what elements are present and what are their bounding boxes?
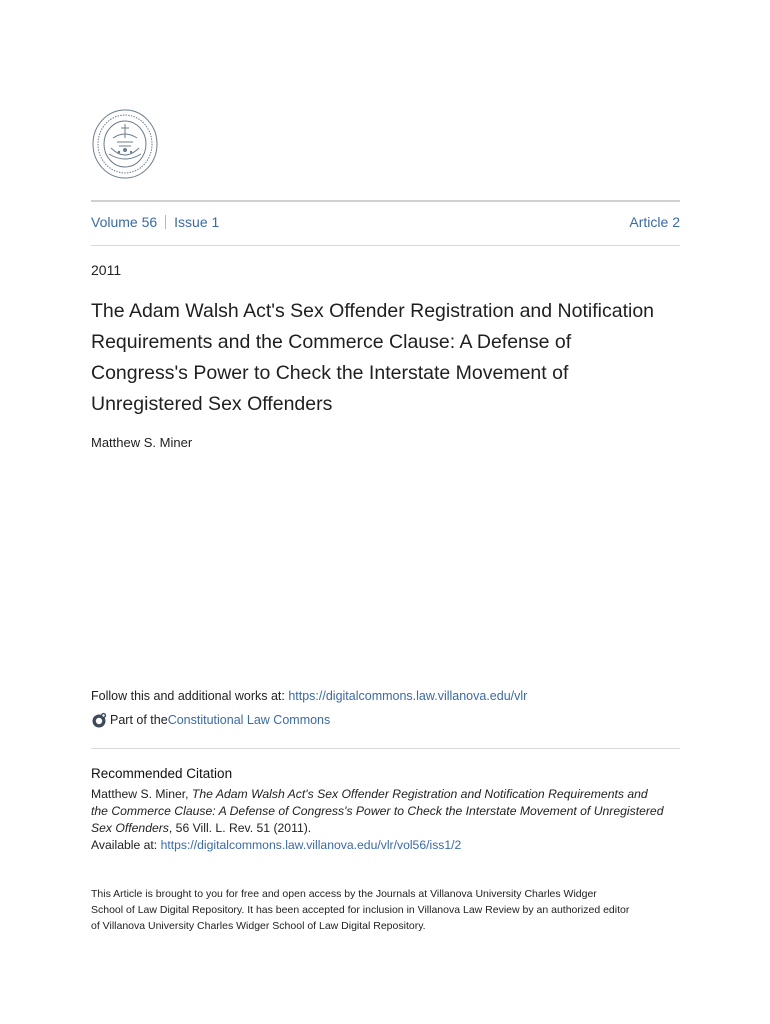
citation-title-part: The Adam Walsh Act's Sex Offender Registration and Notification Requirements and [191,787,648,801]
citation-source: , 56 Vill. L. Rev. 51 (2011). [168,821,312,835]
follow-prefix: Follow this and additional works at: [91,689,289,703]
recommended-citation-heading: Recommended Citation [91,766,233,781]
citation-line [91,786,683,803]
volume-link[interactable]: Volume 56 [91,214,158,230]
notice-line: of Villanova University Charles Widger School of Law Digital Repository. [91,920,426,932]
follow-link[interactable]: https://digitalcommons.law.villanova.edu/vlr [288,689,528,703]
issue-separator [165,215,166,229]
publication-year: 2011 [91,262,122,278]
issue-link[interactable]: Issue 1 [174,214,220,230]
section-divider [91,748,680,749]
notice-line: School of Law Digital Repository. It has been accepted for inclusion in Villanova Law Review by an authorized editor [91,904,630,916]
university-seal-icon [91,108,159,180]
citation-block [91,786,683,854]
citation-line [91,820,683,837]
header-divider-top [91,200,680,202]
network-commons-icon [91,712,107,728]
header-divider-bottom [91,245,680,246]
title-line: Congress's Power to Check the Interstate Movement of [91,362,569,384]
citation-line [91,803,683,820]
available-at-link[interactable]: https://digitalcommons.law.villanova.edu/vlr/vol56/iss1/2 [160,838,462,852]
cover-page [91,0,680,1024]
citation-title-part: the Commerce Clause: A Defense of Congress's Power to Check the Interstate Movement of Unregistered [91,804,664,818]
article-title [91,296,680,420]
part-of-line [91,712,330,728]
title-line: Requirements and the Commerce Clause: A Defense of [91,331,572,353]
part-of-prefix: Part of the [110,713,168,727]
issue-row [91,214,680,234]
title-line: The Adam Walsh Act's Sex Offender Registration and Notification [91,300,655,322]
citation-available-line [91,837,683,854]
citation-author: Matthew S. Miner, [91,787,192,801]
follow-line [91,689,527,703]
available-prefix: Available at: [91,838,161,852]
author-name: Matthew S. Miner [91,435,193,450]
article-link[interactable]: Article 2 [629,214,680,230]
citation-title-part: Sex Offenders [91,821,169,835]
title-line: Unregistered Sex Offenders [91,393,333,415]
access-notice [91,886,683,934]
notice-line: This Article is brought to you for free and open access by the Journals at Villanova University Charles Widger [91,888,597,900]
constitutional-law-commons-link[interactable]: Constitutional Law Commons [167,713,331,727]
